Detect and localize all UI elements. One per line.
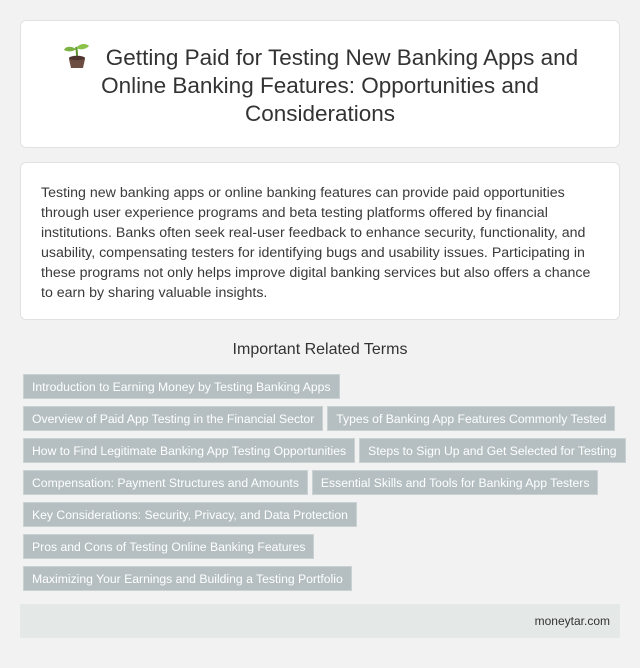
term-tag[interactable]: How to Find Legitimate Banking App Testing Opportunities — [23, 438, 355, 463]
term-tag[interactable]: Key Considerations: Security, Privacy, and Data Protection — [23, 502, 357, 527]
tag-row — [23, 534, 623, 566]
term-tag[interactable]: Types of Banking App Features Commonly Tested — [327, 406, 615, 431]
term-tag[interactable]: Steps to Sign Up and Get Selected for Testing — [359, 438, 625, 463]
related-terms-list — [23, 374, 623, 598]
tag-row — [23, 406, 623, 438]
tag-row — [23, 470, 623, 502]
intro-card — [20, 162, 620, 320]
site-link[interactable]: moneytar.com — [534, 614, 610, 628]
term-tag[interactable]: Essential Skills and Tools for Banking App Testers — [312, 470, 599, 495]
term-tag[interactable]: Pros and Cons of Testing Online Banking Features — [23, 534, 314, 559]
tag-row — [23, 438, 623, 470]
related-terms-heading: Important Related Terms — [232, 341, 408, 358]
tag-row — [23, 374, 623, 406]
tag-row — [23, 566, 623, 598]
page-title — [57, 43, 583, 128]
term-tag[interactable]: Compensation: Payment Structures and Amounts — [23, 470, 308, 495]
intro-paragraph: Testing new banking apps or online banking features can provide paid opportunities through user experience programs and beta testing platforms offered by financial institutions. Banks often seek real-user feedback to enhance security, functionality, and usability, compensating testers for identifying bugs and usability issues. Participating in these programs not only helps improve digital banking services but also offers a chance to earn by sharing valuable insights. — [41, 185, 591, 301]
term-tag[interactable]: Overview of Paid App Testing in the Financial Sector — [23, 406, 323, 431]
tag-row — [23, 502, 623, 534]
page-title-text: Getting Paid for Testing New Banking Apps and Online Banking Features: Opportunities and Considerations — [101, 45, 579, 126]
footer — [20, 604, 620, 638]
title-card — [20, 20, 620, 148]
term-tag[interactable]: Introduction to Earning Money by Testing Banking Apps — [23, 374, 340, 399]
sprout-icon — [62, 43, 92, 69]
term-tag[interactable]: Maximizing Your Earnings and Building a Testing Portfolio — [23, 566, 352, 591]
